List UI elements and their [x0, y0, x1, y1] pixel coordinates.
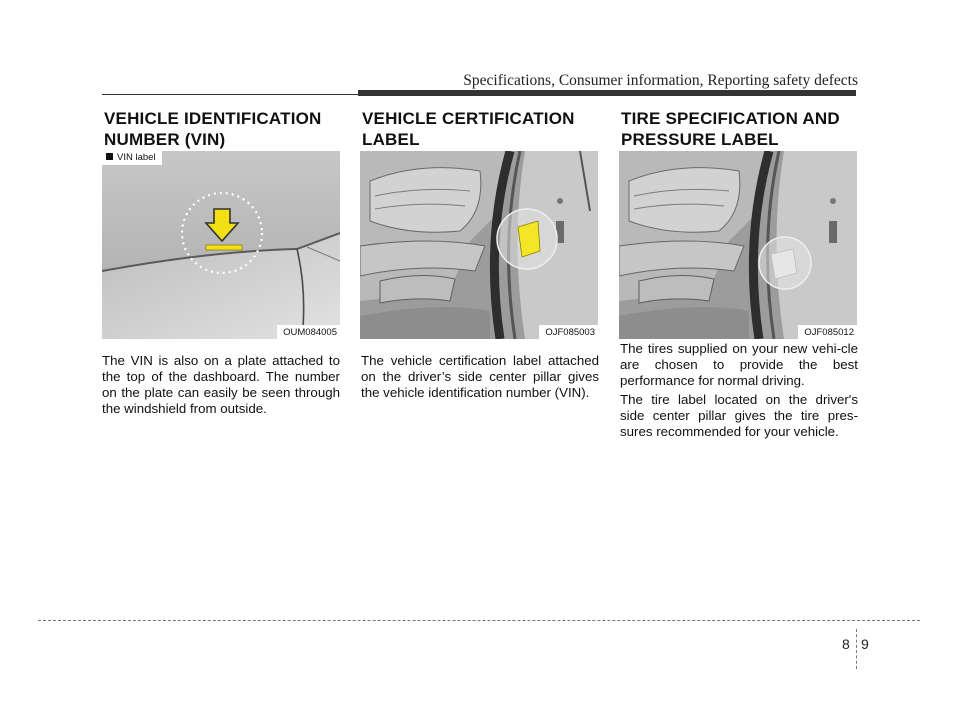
tire-paragraph-1: The tires supplied on your new vehi-cle are chosen to provide the best performance for normal driving.: [620, 341, 858, 388]
tire-paragraph-2: The tire label located on the driver's side center pillar gives the tire pres-sures recommended for your vehicle.: [620, 392, 858, 439]
page-number: 9: [861, 636, 869, 652]
vin-heading-line2: NUMBER (VIN): [104, 130, 226, 149]
vin-figure-tag-text: VIN label: [117, 152, 156, 163]
tire-heading-line2: PRESSURE LABEL: [621, 130, 779, 149]
footer-divider: [856, 629, 857, 669]
chapter-number: 8: [842, 636, 850, 652]
header-rule-thick: [358, 90, 856, 96]
cert-heading: [362, 108, 575, 150]
tire-heading-line1: TIRE SPECIFICATION AND: [621, 109, 840, 128]
vin-plate-icon: [206, 245, 242, 250]
header-title: Specifications, Consumer information, Reporting safety defects: [463, 72, 858, 89]
cert-figure: [360, 151, 598, 339]
vin-paragraph: The VIN is also on a plate attached to the top of the dashboard. The number on the plate can easily be seen through the windshield from outside.: [102, 353, 340, 416]
tire-heading: [621, 108, 840, 150]
vin-heading: [104, 108, 322, 150]
header-rule-thin: [102, 94, 358, 95]
cert-label-icon: [518, 221, 540, 257]
square-bullet-icon: [106, 153, 113, 160]
cert-heading-line1: VEHICLE CERTIFICATION: [362, 109, 575, 128]
cert-figure-code: OJF085003: [539, 325, 598, 339]
footer-rule: [38, 620, 920, 621]
tire-illustration: [619, 151, 857, 339]
vin-illustration: [102, 151, 340, 339]
vin-figure-code: OUM084005: [277, 325, 340, 339]
cert-heading-line2: LABEL: [362, 130, 420, 149]
cert-paragraph: The vehicle certification label attached on the driver’s side center pillar gives the vehicle identification number (VIN).: [361, 353, 599, 400]
tire-figure: [619, 151, 857, 339]
cert-illustration: [360, 151, 598, 339]
vin-figure-tag: [102, 151, 162, 165]
vin-figure: [102, 151, 340, 339]
vin-heading-line1: VEHICLE IDENTIFICATION: [104, 109, 322, 128]
tire-figure-code: OJF085012: [798, 325, 857, 339]
